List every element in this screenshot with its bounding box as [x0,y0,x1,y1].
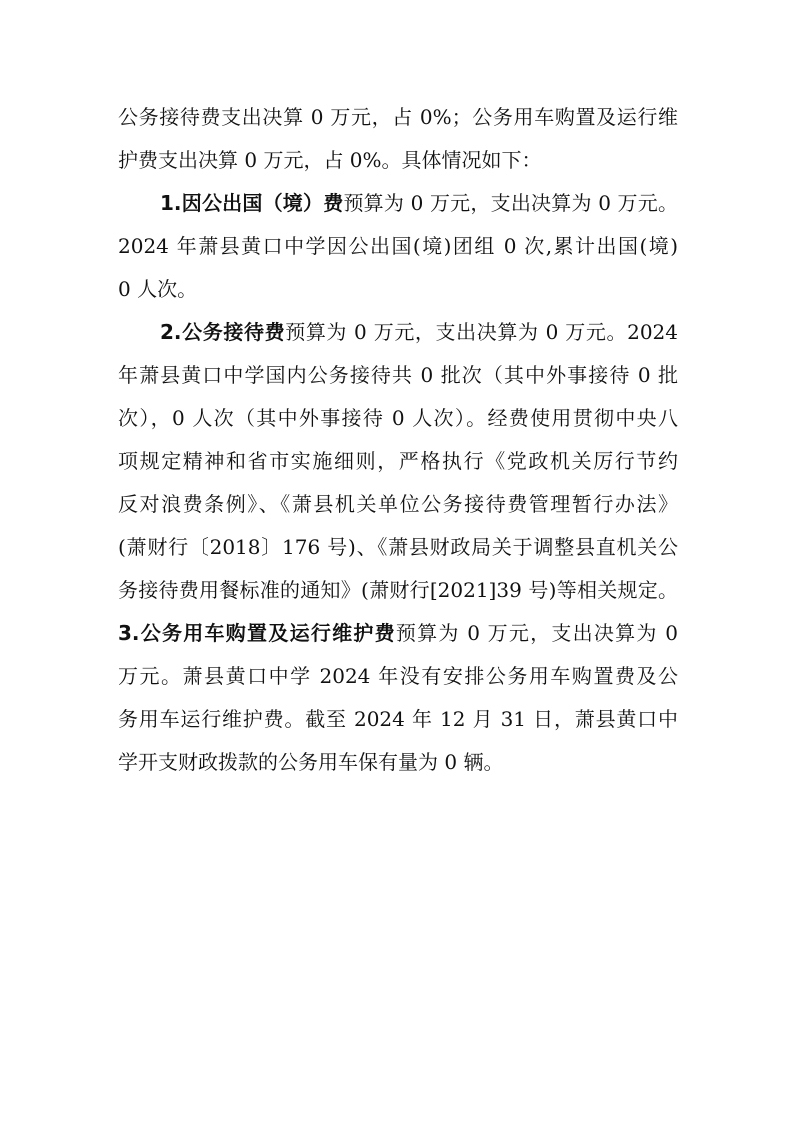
text-line: 学开支财政拨款的公务用车保有量为 0 辆。 [118,750,504,774]
text-line: 0 人次。 [118,277,198,301]
text-line: 年萧县黄口中学国内公务接待共 0 批次（其中外事接待 0 批 [118,363,678,387]
paragraph-3-first-line [118,613,678,653]
text-line: 万元。萧县黄口中学 2024 年没有安排公务用车购置费及公 [118,664,678,688]
paragraph-2-first-line [160,312,678,352]
text-line: (萧财行〔2018〕176 号)、《萧县财政局关于调整县直机关公 [118,535,678,559]
text-line: 护费支出决算 0 万元，占 0%。具体情况如下： [118,148,542,172]
heading-travel-abroad: 1.因公出国（境）费 [160,191,344,215]
text-line: 公务接待费支出决算 0 万元，占 0%；公务用车购置及运行维 [118,105,678,129]
text-run: 预算为 0 万元，支出决算为 0 万元。 [343,191,678,215]
text-line: 反对浪费条例》、《萧县机关单位公务接待费管理暂行办法》 [118,492,678,516]
paragraph-1-first-line [160,183,678,223]
text-run: 预算为 0 万元，支出决算为 0 [395,621,679,645]
text-line: 2024 年萧县黄口中学因公出国(境)团组 0 次,累计出国(境) [118,234,678,258]
text-line: 务用车运行维护费。截至 2024 年 12 月 31 日，萧县黄口中 [118,707,678,731]
text-run: 预算为 0 万元，支出决算为 0 万元。2024 [285,320,679,344]
text-line: 务接待费用餐标准的通知》(萧财行[2021]39 号)等相关规定。 [118,578,678,602]
text-line: 项规定精神和省市实施细则，严格执行《党政机关厉行节约 [118,449,678,473]
heading-official-vehicles: 3.公务用车购置及运行维护费 [118,621,396,645]
text-line: 次），0 人次（其中外事接待 0 人次）。经费使用贯彻中央八 [118,406,678,430]
heading-reception: 2.公务接待费 [160,320,286,344]
